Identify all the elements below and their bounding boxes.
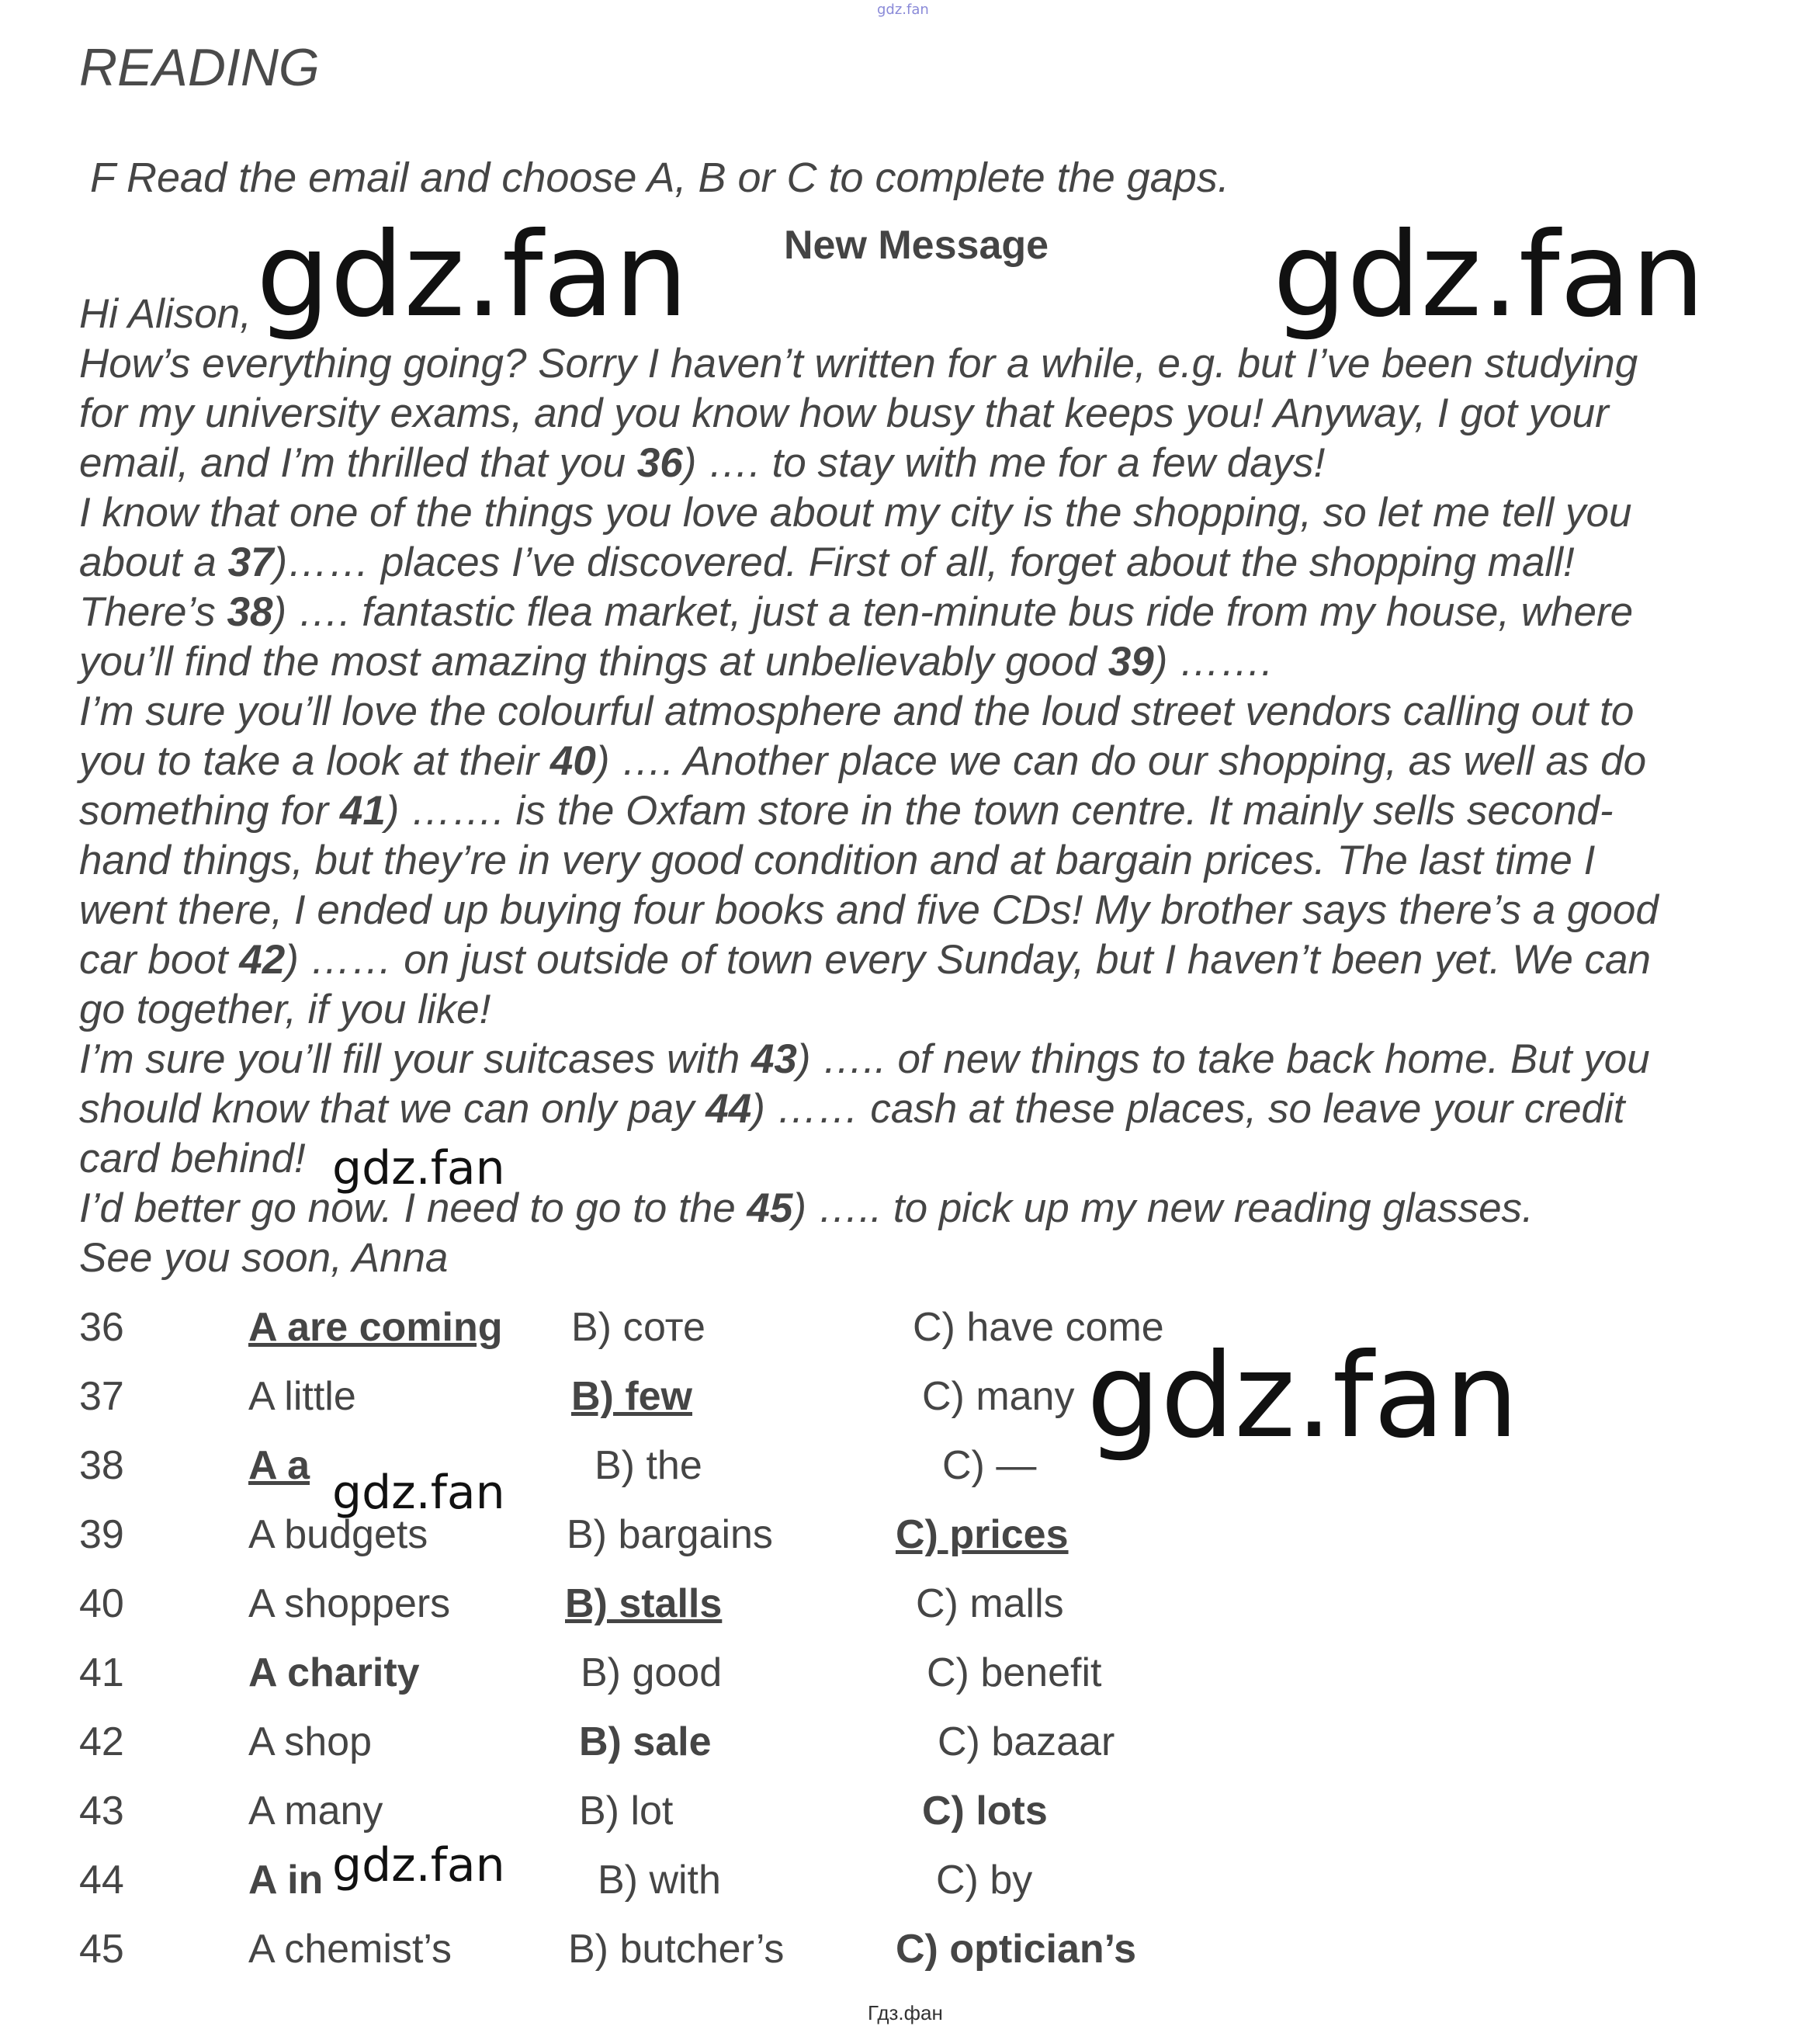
option-c: C) many [922,1374,1075,1419]
option-b: B) bargains [567,1512,773,1557]
answer-number: 38 [79,1443,124,1488]
option-b: B) the [595,1443,702,1488]
email-signoff: See you soon, Anna [79,1235,449,1281]
option-b: B) соте [571,1305,705,1350]
gap-number: 41 [339,788,386,834]
answer-number: 43 [79,1788,124,1834]
watermark: gdz.fan [332,1141,505,1195]
watermark: gdz.fan [332,1838,505,1892]
option-c: C) benefit [927,1650,1102,1695]
email-line: I know that one of the things you love about my city is the shopping, so let me tell you [79,490,1632,536]
answer-row [0,1719,1820,1781]
answer-row [0,1511,1820,1573]
option-b: B) lot [579,1788,674,1834]
section-heading: READING [79,38,320,97]
gap-number: 38 [227,589,273,635]
email-line: about a 37)…… places I’ve discovered. First of all, forget about the shopping mall! [79,539,1575,585]
gap-number: 42 [239,937,286,983]
answer-row [0,1788,1820,1850]
correct-answer: A in [248,1858,324,1903]
gap-number: 44 [705,1086,752,1132]
email-line: something for 41) ……. is the Oxfam store in the town centre. It mainly sells second- [79,788,1614,834]
option-c: C) — [942,1443,1037,1488]
email-line: I’m sure you’ll fill your suitcases with 43) ….. of new things to take back home. But you [79,1036,1650,1082]
answer-row [0,1926,1820,1988]
option-c: C) malls [916,1581,1064,1626]
answer-number: 39 [79,1512,124,1557]
option-c: C) bazaar [938,1719,1115,1764]
email-line: you to take a look at their 40) …. Another place we can do our shopping, as well as do [79,738,1647,784]
correct-answer: B) stalls [565,1581,723,1626]
top-watermark: gdz.fan [877,2,929,18]
email-line: email, and I’m thrilled that you 36) …. to stay with me for a few days! [79,440,1326,486]
option-a: A many [248,1788,383,1834]
watermark: gdz.fan [1087,1329,1519,1464]
correct-answer: C) prices [896,1512,1069,1557]
answer-number: 42 [79,1719,124,1764]
email-line: There’s 38) …. fantastic flea market, just a ten-minute bus ride from my house, where [79,589,1634,635]
answer-row [0,1580,1820,1643]
correct-answer: C) lots [922,1788,1048,1834]
answer-row [0,1442,1820,1504]
gap-number: 43 [751,1036,797,1082]
correct-answer: B) few [571,1374,692,1419]
gap-number: 37 [227,539,274,585]
watermark: gdz.fan [1273,208,1705,343]
answer-number: 40 [79,1581,124,1626]
message-title: New Message [784,223,1049,268]
answer-number: 45 [79,1927,124,1972]
email-line: went there, I ended up buying four books and five CDs! My brother says there’s a good [79,887,1659,933]
answer-number: 37 [79,1374,124,1419]
email-greeting: Hi Alison, [79,291,251,337]
answer-number: 44 [79,1858,124,1903]
option-c: C) have come [913,1305,1164,1350]
email-line: you’ll find the most amazing things at unbelievably good 39) ……. [79,639,1273,685]
option-a: A little [248,1374,356,1419]
correct-answer: A charity [248,1650,420,1695]
gap-number: 39 [1108,639,1154,685]
option-a: A chemist’s [248,1927,452,1972]
watermark: gdz.fan [256,208,688,343]
answer-number: 36 [79,1305,124,1350]
email-line: card behind! [79,1136,306,1181]
gap-number: 40 [549,738,596,784]
option-a: A budgets [248,1512,428,1557]
correct-answer: C) optician’s [896,1927,1137,1972]
email-line: car boot 42) …… on just outside of town every Sunday, but I haven’t been yet. We can [79,937,1651,983]
option-a: A shop [248,1719,373,1764]
correct-answer: B) sale [579,1719,712,1764]
option-b: B) butcher’s [568,1927,785,1972]
email-line: I’d better go now. I need to go to the 45) ….. to pick up my new reading glasses. [79,1185,1534,1231]
correct-answer: A are coming [248,1305,503,1350]
option-b: B) good [581,1650,723,1695]
gap-number: 45 [747,1185,793,1231]
answer-row [0,1373,1820,1435]
answer-row [0,1857,1820,1919]
option-b: B) with [598,1858,721,1903]
answer-row [0,1650,1820,1712]
email-line: should know that we can only pay 44) …… cash at these places, so leave your credit [79,1086,1625,1132]
gap-number: 36 [636,440,683,486]
watermark: gdz.fan [332,1466,505,1520]
answer-number: 41 [79,1650,124,1695]
email-line: I’m sure you’ll love the colourful atmosphere and the loud street vendors calling out to [79,689,1635,734]
option-c: C) by [936,1858,1033,1903]
email-line: for my university exams, and you know how busy that keeps you! Anyway, I got your [79,390,1609,436]
answer-row [0,1304,1820,1366]
email-line: hand things, but they’re in very good condition and at bargain prices. The last time I [79,838,1596,883]
option-a: A shoppers [248,1581,451,1626]
task-instruction: F Read the email and choose A, B or C to complete the gaps. [90,154,1229,201]
correct-answer: A a [248,1443,310,1488]
email-line: How’s everything going? Sorry I haven’t written for a while, e.g. but I’ve been studying [79,341,1638,387]
footer-caption: Гдз.фан [868,2001,943,2024]
email-line: go together, if you like! [79,987,491,1032]
